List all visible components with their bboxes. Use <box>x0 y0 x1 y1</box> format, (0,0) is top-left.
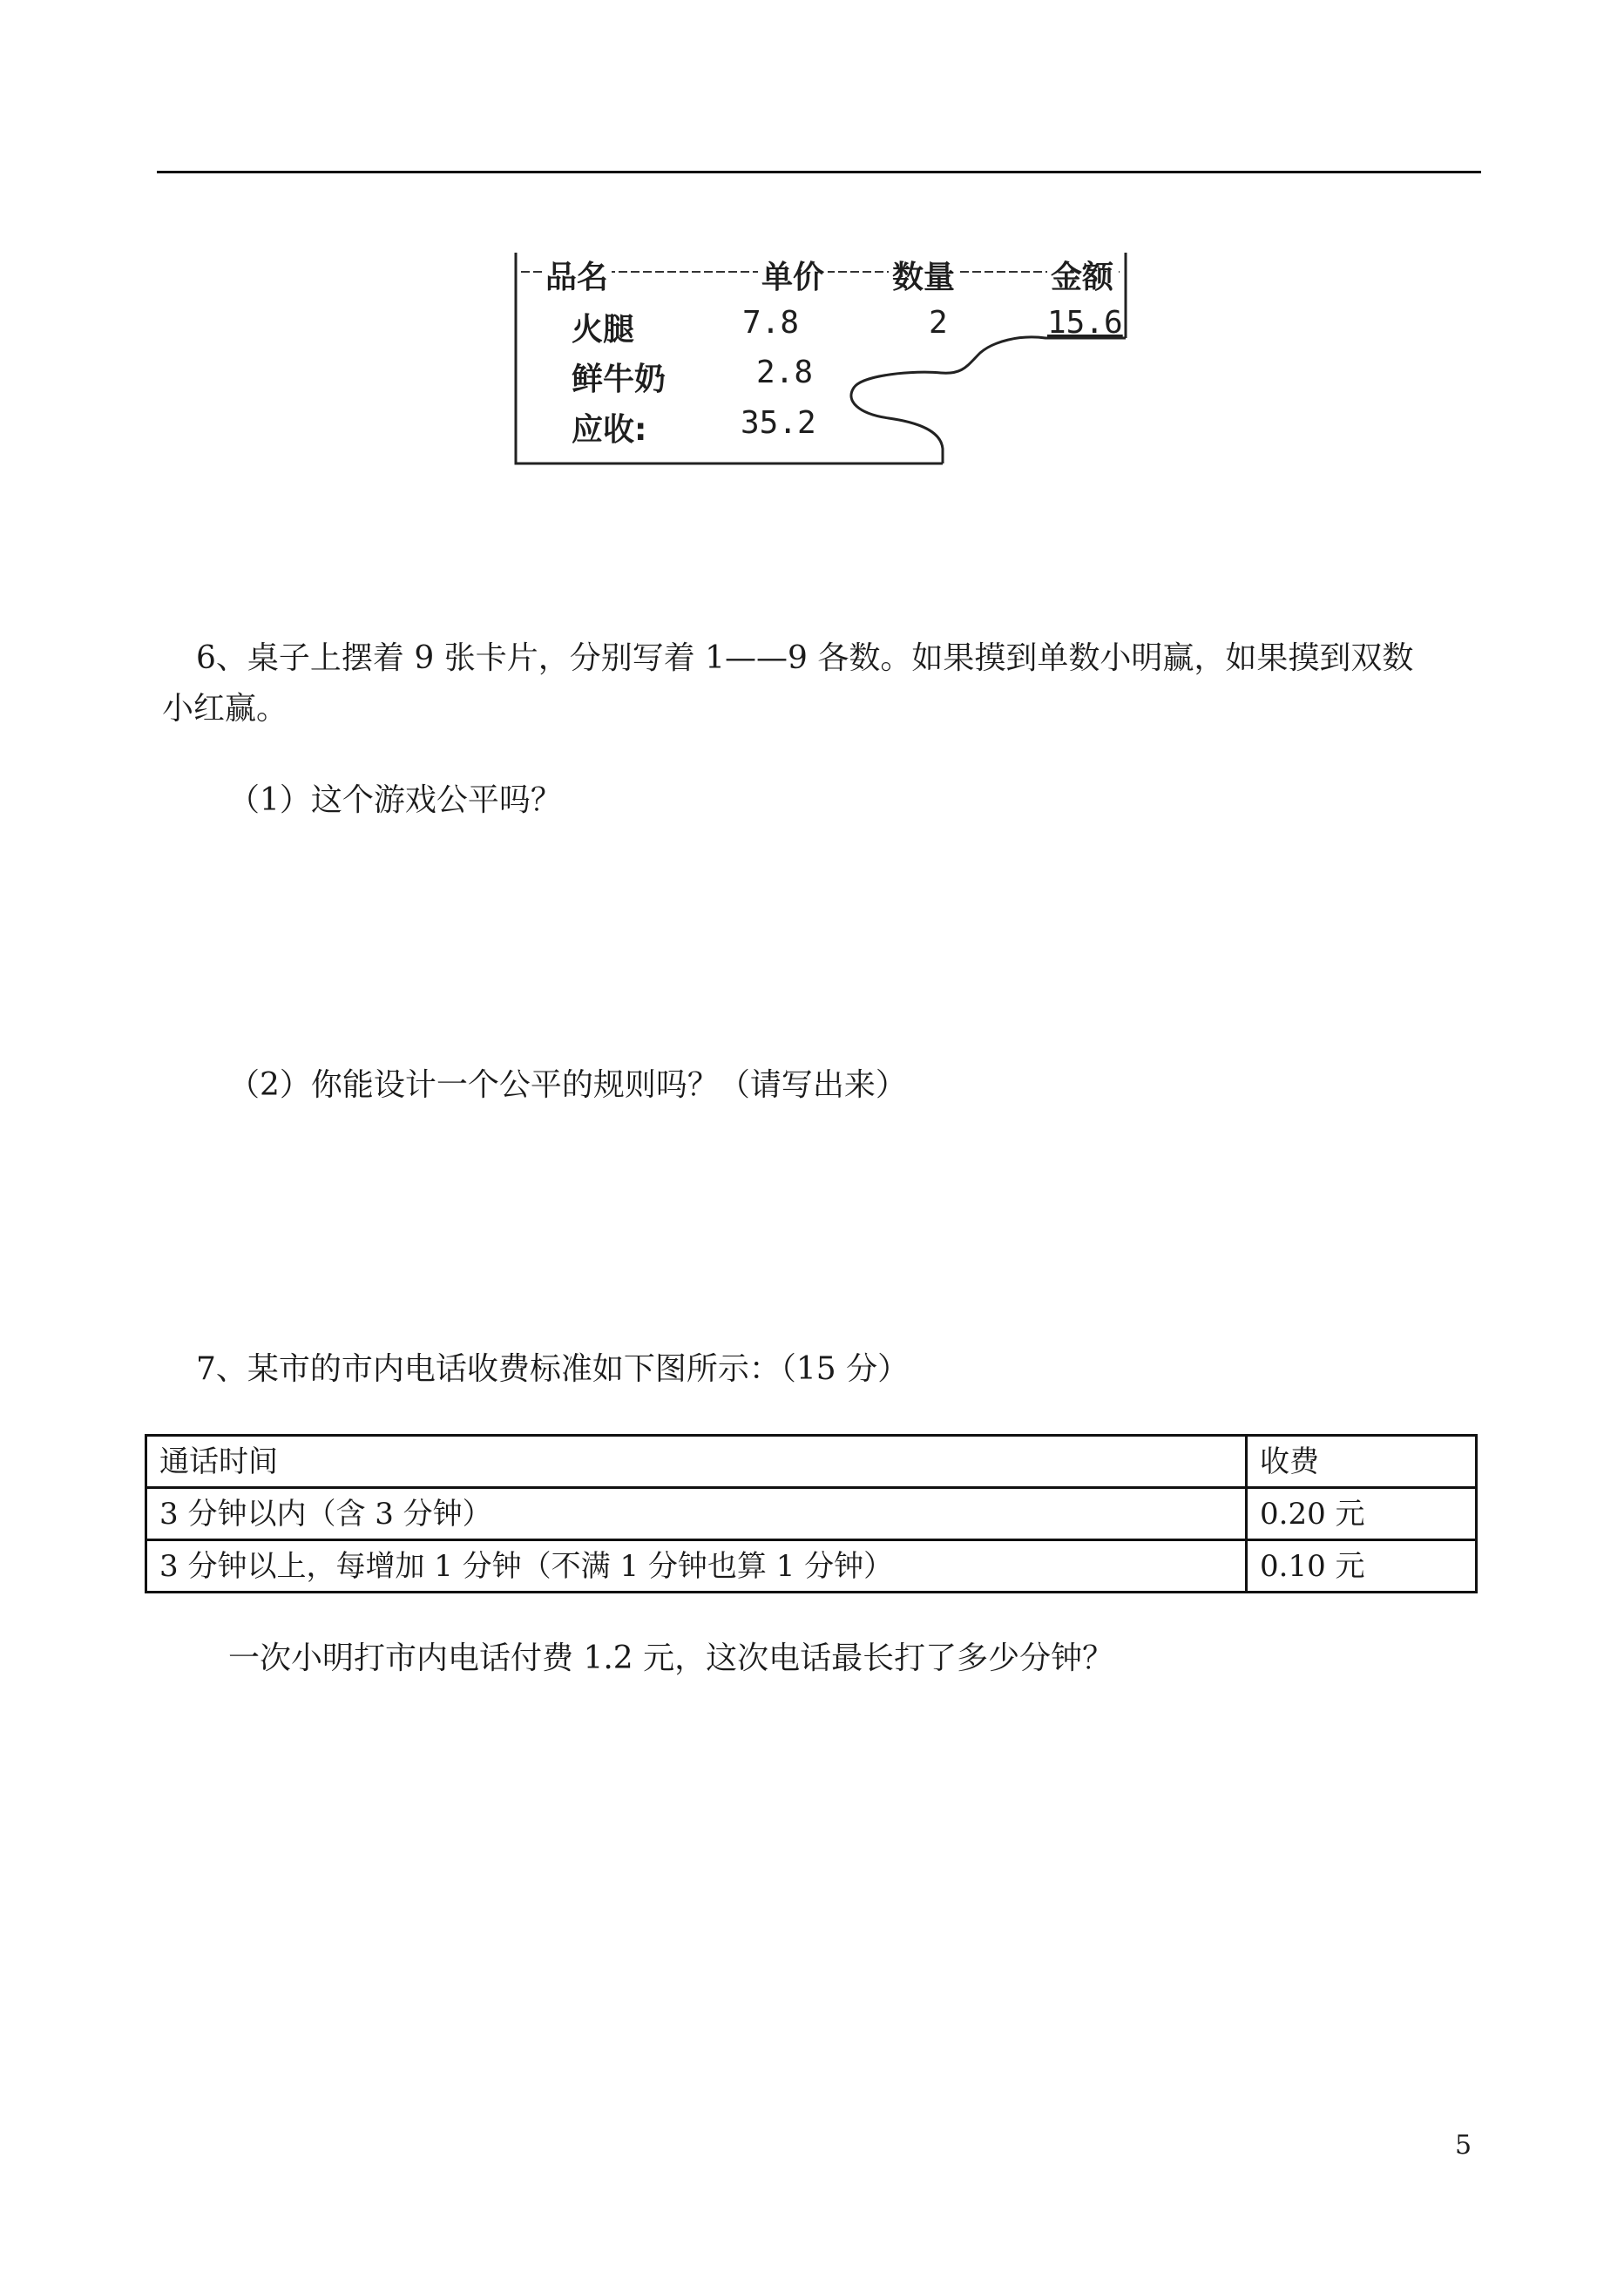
table-cell: 3 分钟以内（含 3 分钟） <box>146 1488 1247 1540</box>
q7-question: 一次小明打市内电话付费 1.2 元，这次电话最长打了多少分钟？ <box>228 1640 1114 1676</box>
receipt-total-label: 应收: <box>572 412 647 448</box>
table-cell: 3 分钟以上，每增加 1 分钟（不满 1 分钟也算 1 分钟） <box>146 1540 1247 1593</box>
page-number: 5 <box>1455 2130 1472 2161</box>
fee-table <box>145 1434 1478 1593</box>
q6-sub2: （2）你能设计一个公平的规则吗？（请写出来） <box>228 1067 907 1103</box>
q6-line2: 小红赢。 <box>162 691 288 727</box>
table-cell: 0.20 元 <box>1247 1488 1477 1540</box>
receipt-item-price: 7.8 <box>742 305 800 341</box>
table-row <box>146 1488 1477 1540</box>
receipt-item-amount: 15.6 <box>1047 305 1123 341</box>
receipt-item-qty: 2 <box>929 305 948 341</box>
q7-title: 7、某市的市内电话收费标准如下图所示：（15 分） <box>196 1351 910 1387</box>
header-rule <box>157 171 1481 173</box>
receipt-item-name: 火腿 <box>572 312 635 348</box>
table-header-cell: 收费 <box>1247 1436 1477 1488</box>
table-header-cell: 通话时间 <box>146 1436 1247 1488</box>
receipt-header-amount: 金额 <box>1047 253 1117 297</box>
receipt-item-price: 2.8 <box>756 355 814 390</box>
q6-line1: 6、桌子上摆着 9 张卡片，分别写着 1——9 各数。如果摸到单数小明赢，如果摸到双数 <box>196 640 1414 676</box>
table-cell: 0.10 元 <box>1247 1540 1477 1593</box>
receipt-header-qty: 数量 <box>889 253 958 297</box>
receipt-item-name: 鲜牛奶 <box>572 362 667 397</box>
table-row <box>146 1436 1477 1488</box>
table-row <box>146 1540 1477 1593</box>
receipt-header-price: 单价 <box>758 253 828 297</box>
receipt-figure <box>505 244 1133 479</box>
receipt-total-value: 35.2 <box>741 405 816 441</box>
receipt-header-name: 品名 <box>542 253 612 297</box>
q6-sub1: （1）这个游戏公平吗？ <box>228 782 562 818</box>
